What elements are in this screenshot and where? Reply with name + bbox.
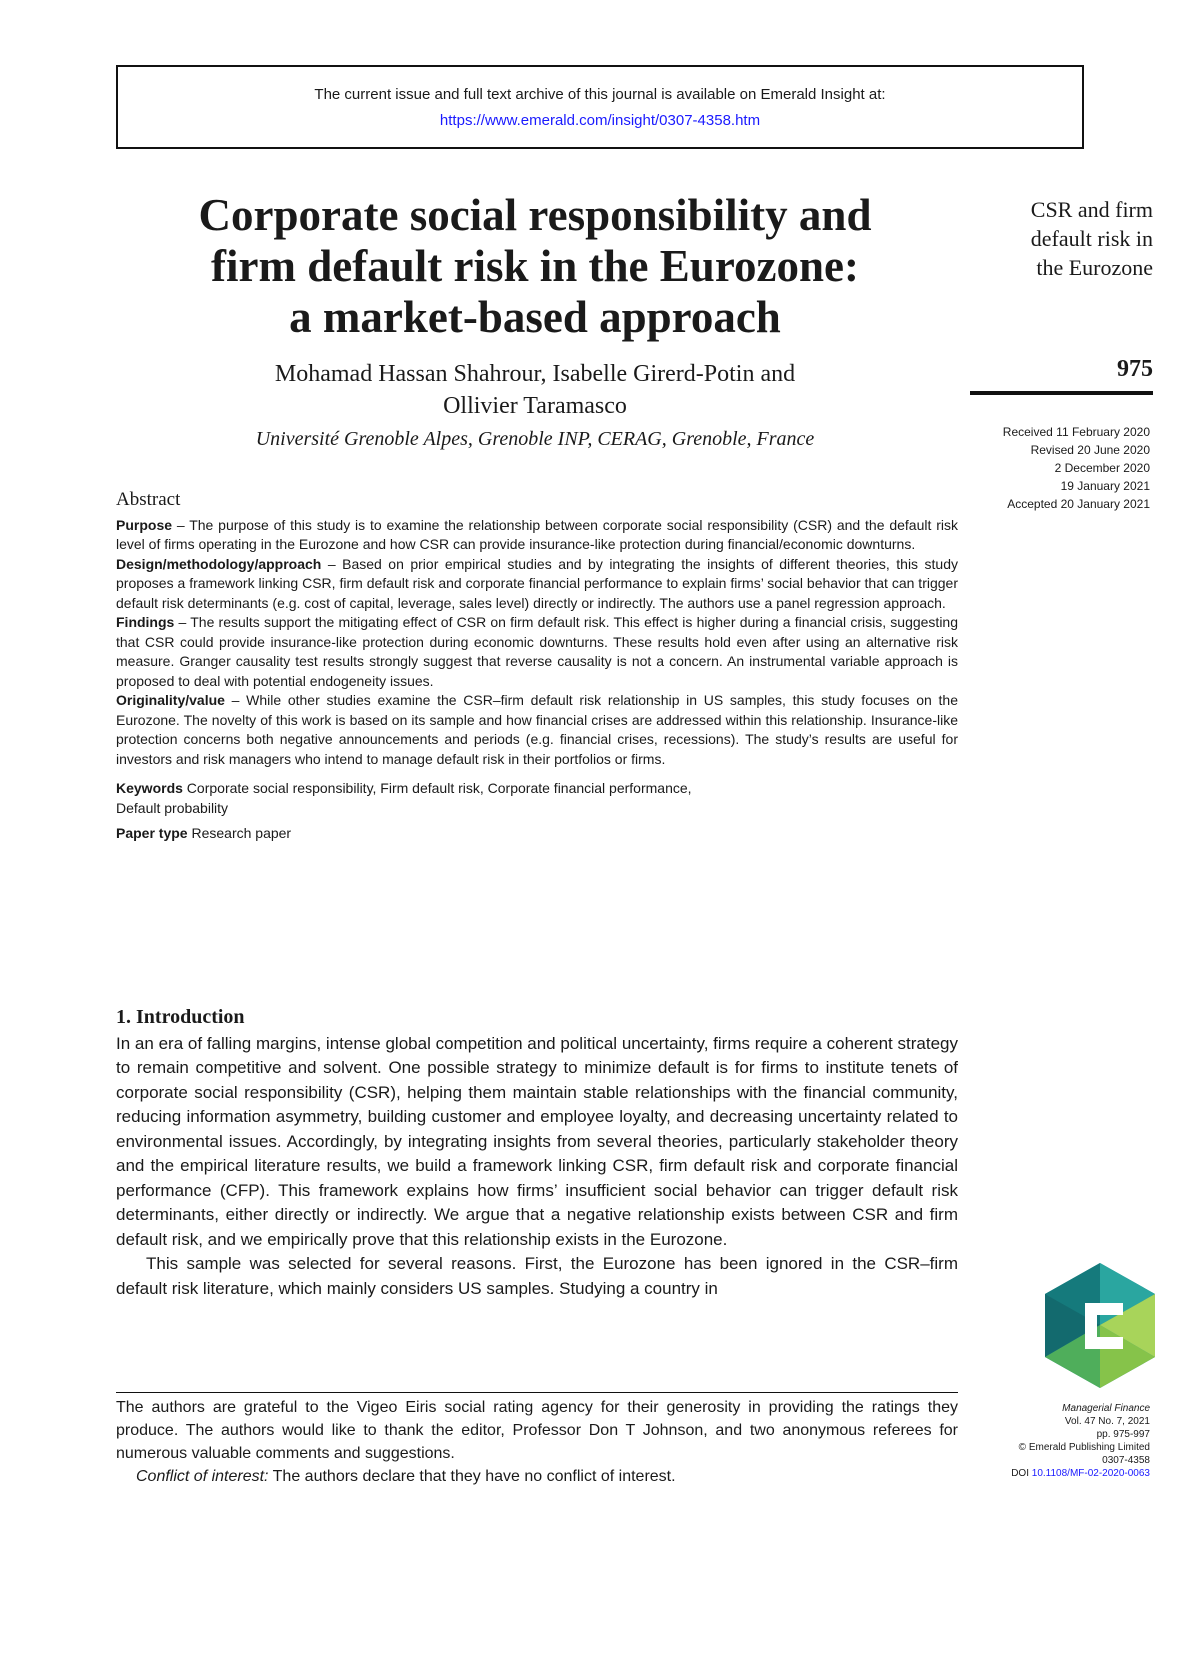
title-line-2: firm default risk in the Eurozone: <box>211 241 859 291</box>
page-number: 975 <box>1117 356 1153 382</box>
keywords-text-2: Default probability <box>116 799 229 816</box>
findings-label: Findings <box>116 614 175 630</box>
title-line-3: a market-based approach <box>289 292 781 342</box>
abstract-originality <box>116 691 958 769</box>
originality-label: Originality/value <box>116 692 225 708</box>
coi-label: Conflict of interest: <box>136 1468 269 1485</box>
emerald-logo-icon <box>1045 1263 1155 1388</box>
date-revised-3: 19 January 2021 <box>1060 479 1150 493</box>
running-head <box>970 195 1153 282</box>
design-text: – Based on prior empirical studies and by integrating the insights of different theories, this study proposes a framework linking CSR, firm default risk and corporate financial performance to explain firms’ social behavior that can trigger default risk determinants (e.g. cost of capital, leverage, sales level) directly or indirectly. The authors use a panel regression approach. <box>116 555 958 611</box>
footnote-rule <box>116 1392 958 1393</box>
journal-issn: 0307-4358 <box>1102 1455 1150 1466</box>
doi-label: DOI <box>1011 1468 1032 1479</box>
date-revised-2: 2 December 2020 <box>1054 461 1150 475</box>
paper-type-text: Research paper <box>187 825 292 841</box>
abstract <box>116 490 958 850</box>
intro-paragraph-2: This sample was selected for several reasons. First, the Eurozone has been ignored in the CSR–firm default risk literature, which mainly considers US samples. Studying a country in <box>116 1254 958 1298</box>
article-title <box>112 190 958 343</box>
conflict-of-interest <box>116 1465 958 1488</box>
journal-volume: Vol. 47 No. 7, 2021 <box>1064 1416 1150 1427</box>
doi-link[interactable]: 10.1108/MF-02-2020-0063 <box>1031 1468 1150 1479</box>
affiliation: Université Grenoble Alpes, Grenoble INP, CERAG, Grenoble, France <box>255 428 815 450</box>
keywords-label: Keywords <box>116 780 183 796</box>
submission-dates <box>970 423 1150 513</box>
page-number-rule <box>970 391 1153 395</box>
paper-type <box>116 824 958 844</box>
purpose-label: Purpose <box>116 516 173 533</box>
journal-pages: pp. 975-997 <box>1096 1429 1150 1440</box>
findings-text: – The results support the mitigating effect of CSR on firm default risk. This effect is higher during a financial crisis, suggesting that CSR could provide insurance-like protection during economic downturns. These results hold even after using an alternative risk measure. Granger causality test results strongly suggest that reverse causality is not a concern. An instrumental variable approach is proposed to deal with potential endogeneity issues. <box>116 614 958 689</box>
journal-metadata <box>960 1402 1150 1480</box>
abstract-findings <box>116 613 958 691</box>
date-received: Received 11 February 2020 <box>1002 425 1150 439</box>
authors-line-1: Mohamad Hassan Shahrour, Isabelle Girerd-Potin and <box>274 361 796 387</box>
abstract-design <box>116 555 958 614</box>
abstract-purpose <box>116 516 958 555</box>
intro-paragraph-1: In an era of falling margins, intense global competition and political uncertainty, firms require a coherent strategy to remain competitive and solvent. One possible strategy to minimize default is for firms to institute tenets of corporate social responsibility (CSR), helping them maintain stable relationships with the financial community, reducing information asymmetry, building customer and employee loyalty, and decreasing uncertainty related to environmental issues. Accordingly, by integrating insights from several theories, particularly stakeholder theory and the empirical literature results, we build a framework linking CSR, firm default risk and corporate financial performance (CFP). This framework explains how firms’ insufficient social behavior can trigger default risk determinants, either directly or indirectly. We argue that a negative relationship exists between CSR and firm default risk, and we empirically prove that this relationship exists in the Eurozone. <box>116 1033 958 1249</box>
journal-doi-line <box>960 1467 1150 1480</box>
abstract-heading: Abstract <box>116 489 181 510</box>
author-list <box>112 358 958 422</box>
introduction-section <box>116 1005 958 1301</box>
acknowledgements: The authors are grateful to the Vigeo Eiris social rating agency for their generosity in providing the ratings they produce. The authors would like to thank the editor, Professor Don T Johnson, and two anonymous referees for numerous valuable comments and suggestions. <box>116 1399 958 1462</box>
footnote <box>116 1396 958 1488</box>
date-revised-1: Revised 20 June 2020 <box>1030 443 1150 457</box>
running-head-line-3: the Eurozone <box>1036 255 1153 280</box>
keywords-text: Corporate social responsibility, Firm default risk, Corporate financial performance, <box>182 780 692 796</box>
journal-name: Managerial Finance <box>1062 1403 1150 1414</box>
paper-type-label: Paper type <box>116 825 188 841</box>
journal-availability-box <box>116 65 1084 149</box>
journal-publisher: © Emerald Publishing Limited <box>1018 1442 1150 1453</box>
running-head-line-2: default risk in <box>1030 226 1153 251</box>
keywords-block <box>116 779 958 844</box>
keywords <box>116 779 958 818</box>
date-accepted: Accepted 20 January 2021 <box>1007 497 1150 511</box>
introduction-heading: 1. Introduction <box>116 1006 245 1028</box>
design-label: Design/methodology/approach <box>116 555 322 572</box>
journal-link[interactable]: https://www.emerald.com/insight/0307-4358.htm <box>439 112 761 129</box>
authors-line-2: Ollivier Taramasco <box>443 393 627 419</box>
title-line-1: Corporate social responsibility and <box>198 190 872 240</box>
running-head-line-1: CSR and firm <box>1030 197 1153 222</box>
originality-text: – While other studies examine the CSR–firm default risk relationship in US samples, this study focuses on the Eurozone. The novelty of this work is based on its sample and how financial crises are addressed within this relationship. Insurance-like protection concerns both negative announcements and periods (e.g. financial crises, recessions). The study’s results are useful for investors and risk managers who intend to manage default risk in their portfolios or firms. <box>116 692 958 767</box>
purpose-text: – The purpose of this study is to examine the relationship between corporate social responsibility (CSR) and the default risk level of firms operating in the Eurozone and how CSR can provide insurance-like protection during financial/economic downturns. <box>116 516 958 552</box>
availability-text: The current issue and full text archive of this journal is available on Emerald Insight at: <box>314 86 886 103</box>
coi-text: The authors declare that they have no conflict of interest. <box>268 1468 676 1485</box>
